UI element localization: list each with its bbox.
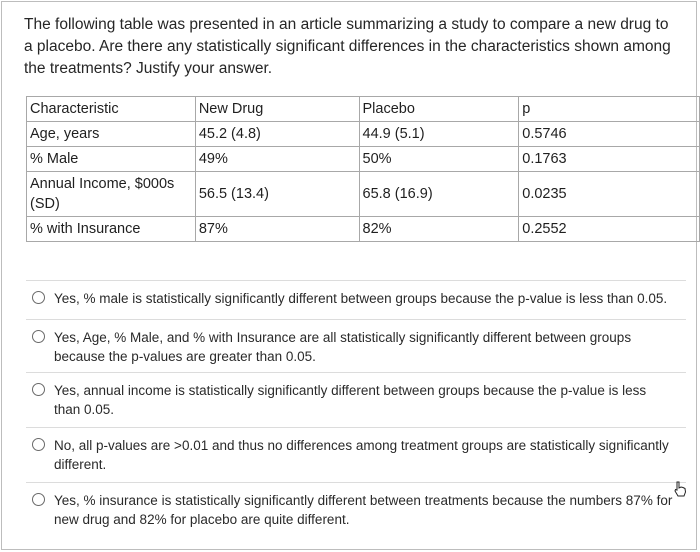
table-row — [27, 122, 700, 147]
table-header-cell: Characteristic — [27, 97, 196, 122]
table-row — [27, 172, 700, 217]
table-cell: 45.2 (4.8) — [195, 122, 359, 147]
radio-button[interactable] — [32, 493, 45, 506]
table-cell: Age, years — [27, 122, 196, 147]
answer-option[interactable] — [26, 281, 686, 319]
answer-option[interactable] — [26, 428, 686, 482]
table-cell: 87% — [195, 217, 359, 242]
question-text: The following table was presented in an article summarizing a study to compare a new drug to a placebo. Are there any statistically significant differences in the characteristics shown among the treatments? Justify your answer. — [24, 16, 671, 77]
table-cell: 50% — [359, 147, 519, 172]
answer-option-label: Yes, annual income is statistically significantly different between groups because the p-value is less than 0.05. — [54, 383, 647, 417]
radio-button[interactable] — [32, 291, 45, 304]
table-cell: 49% — [195, 147, 359, 172]
table-cell: 0.2552 — [519, 217, 700, 242]
table-cell: 44.9 (5.1) — [359, 122, 519, 147]
table-header-cell: Placebo — [359, 97, 519, 122]
radio-button[interactable] — [32, 438, 45, 451]
answer-option-label: No, all p-values are >0.01 and thus no differences among treatment groups are statistically significantly different. — [54, 438, 669, 472]
radio-button[interactable] — [32, 383, 45, 396]
answer-option-label: Yes, % male is statistically significantly different between groups because the p-value is less than 0.05. — [54, 291, 668, 306]
table-cell: Annual Income, $000s (SD) — [27, 172, 196, 217]
answer-option-label: Yes, Age, % Male, and % with Insurance are all statistically significantly different between groups because the p-values are greater than 0.05. — [54, 330, 632, 364]
answer-option[interactable] — [26, 483, 686, 537]
answer-option[interactable] — [26, 320, 686, 372]
hand-pointer-cursor-icon — [673, 481, 687, 497]
table-cell: % with Insurance — [27, 217, 196, 242]
table-header-cell: p — [519, 97, 700, 122]
characteristics-table — [26, 96, 700, 242]
radio-button[interactable] — [32, 330, 45, 343]
table-cell: 65.8 (16.9) — [359, 172, 519, 217]
table-header-cell: New Drug — [195, 97, 359, 122]
table-row — [27, 217, 700, 242]
table-cell: 82% — [359, 217, 519, 242]
answer-option-label: Yes, % insurance is statistically significantly different between treatments because the numbers 87% for new drug and 82% for placebo are quite different. — [54, 493, 673, 527]
answer-options — [26, 280, 686, 537]
table-header-row — [27, 97, 700, 122]
table-cell: 0.0235 — [519, 172, 700, 217]
answer-option[interactable] — [26, 373, 686, 427]
table-cell: % Male — [27, 147, 196, 172]
table-cell: 0.1763 — [519, 147, 700, 172]
table-cell: 0.5746 — [519, 122, 700, 147]
table-row — [27, 147, 700, 172]
table-cell: 56.5 (13.4) — [195, 172, 359, 217]
